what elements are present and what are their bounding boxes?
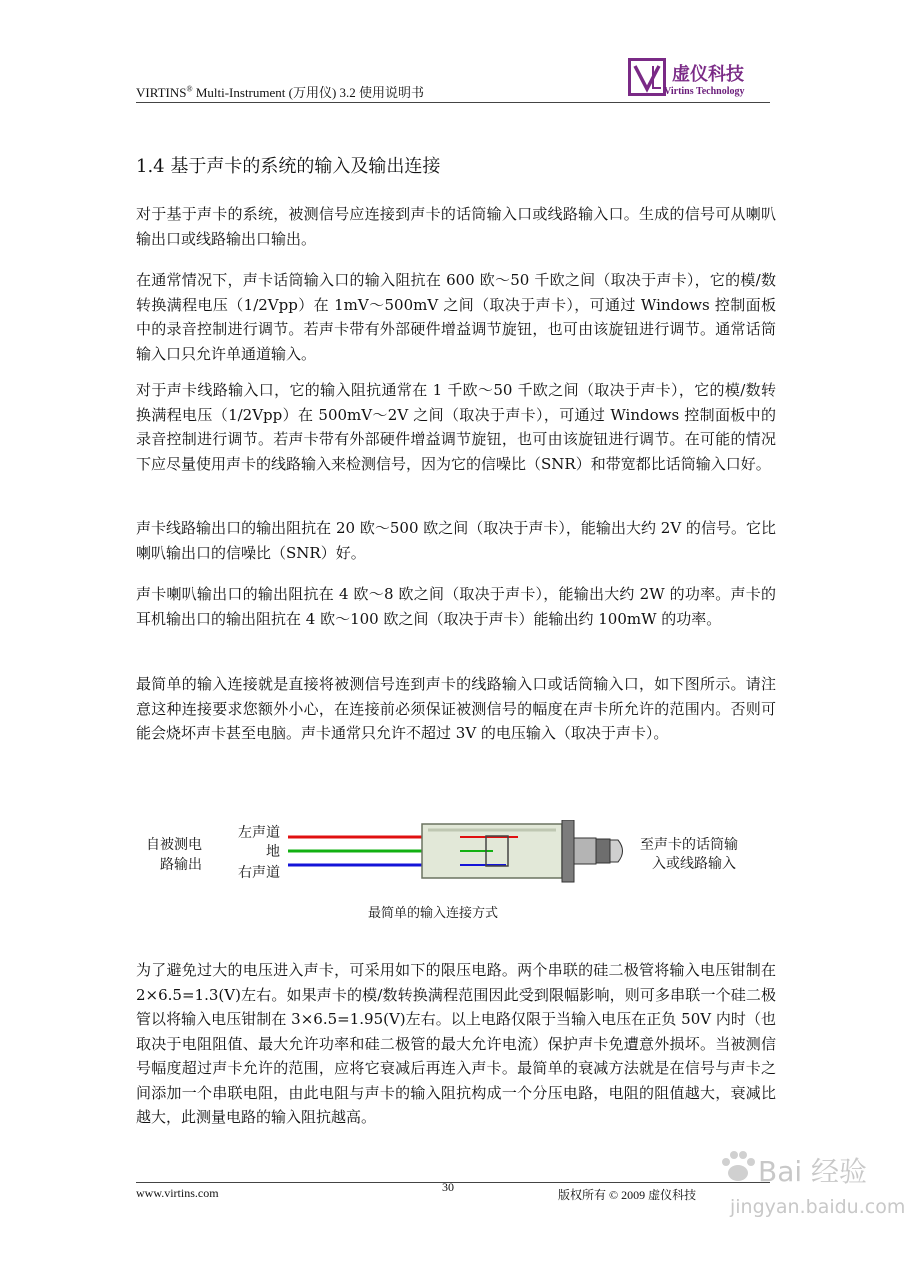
destination-label-line2: 入或线路输入 — [652, 856, 736, 872]
logo-chinese-name: 虚仪科技 — [672, 64, 744, 85]
plug-sleeve — [574, 838, 596, 864]
destination-label-line1: 至声卡的话筒输 — [640, 837, 738, 853]
plug-tip — [610, 840, 623, 862]
paragraph-1: 对于基于声卡的系统，被测信号应连接到声卡的话筒输入口或线路输入口。生成的信号可从喇叭输出口或线路输出口输出。 — [136, 205, 776, 248]
paragraph-4: 声卡线路输出口的输出阻抗在 20 欧～500 欧之间（取决于声卡），能输出大约 2V 的信号。它比喇叭输出口的信噪比（SNR）好。 — [136, 519, 777, 562]
header-rule — [136, 102, 770, 103]
paragraph-2: 在通常情况下，声卡话筒输入口的输入阻抗在 600 欧～50 千欧之间（取决于声卡），它的模/数转换满程电压（1/2Vpp）在 1mV～500mV 之间（取决于声卡），可通过 Windows 控制面板中的录音控制进行调节。若声卡带有外部硬件增益调节旋钮，也可由该旋钮进行调节。通常话筒输入口只允许单通道输入。 — [136, 271, 776, 363]
plug-collar — [562, 820, 574, 882]
connection-figure — [140, 820, 780, 896]
plug-ring — [596, 839, 610, 863]
wire-label-right: 右声道 — [238, 865, 280, 881]
document-title: VIRTINS® Multi-Instrument (万用仪) 3.2 使用说明书 — [136, 84, 425, 100]
virtins-logo-icon — [628, 58, 666, 96]
wire-label-left: 左声道 — [238, 825, 280, 841]
figure-caption: 最简单的输入连接方式 — [368, 906, 499, 921]
wire-label-ground: 地 — [266, 844, 280, 860]
source-label-line2: 路输出 — [160, 857, 202, 873]
paragraph-7: 为了避免过大的电压进入声卡，可采用如下的限压电路。两个串联的硅二极管将输入电压钳制在 2×6.5=1.3(V)左右。如果声卡的模/数转换满程范围因此受到限幅影响，则可多串联一个硅二极管以将输入电压钳制在 3×6.5=1.95(V)左右。以上电路仅限于当输入电压在正负 50V 内时（也取决于电阻阻值、最大允许功率和硅二极管的最大允许电流）保护声卡免遭意外损坏。当被测信号幅度超过声卡允许的范围，应将它衰减后再连入声卡。最简单的衰减方法就是在信号与声卡之间添加一个串联电阻，由此电阻与声卡的输入阻抗构成一个分压电路，电阻的阻值越大，衰减比越大，此测量电路的输入阻抗越高。 — [136, 961, 776, 1126]
paragraph-6: 最简单的输入连接就是直接将被测信号连到声卡的线路输入口或话筒输入口，如下图所示。请注意这种连接要求您额外小心，在连接前必须保证被测信号的幅度在声卡所允许的范围内。否则可能会烧坏声卡甚至电脑。声卡通常只允许不超过 3V 的电压输入（取决于声卡）。 — [136, 675, 776, 742]
source-label-line1: 自被测电 — [146, 837, 202, 853]
page-number: 30 — [442, 1180, 454, 1194]
paragraph-5: 声卡喇叭输出口的输出阻抗在 4 欧～8 欧之间（取决于声卡），能输出大约 2W 的功率。声卡的耳机输出口的输出阻抗在 4 欧～100 欧之间（取决于声卡）能输出约 100mW 的功率。 — [136, 585, 776, 628]
stereo-plug-diagram — [288, 820, 628, 896]
section-heading: 1.4 基于声卡的系统的输入及输出连接 — [136, 156, 441, 177]
watermark-url: jingyan.baidu.com — [730, 1196, 905, 1218]
logo-english-name: Virtins Technology — [664, 86, 745, 97]
footer-website: www.virtins.com — [136, 1186, 219, 1200]
watermark-brand: Bai 经验 — [758, 1155, 868, 1188]
paw-watermark-icon — [718, 1146, 758, 1186]
footer-copyright: 版权所有 © 2009 虚仪科技 — [558, 1188, 697, 1202]
paragraph-3: 对于声卡线路输入口，它的输入阻抗通常在 1 千欧～50 千欧之间（取决于声卡），它的模/数转换满程电压（1/2Vpp）在 500mV～2V 之间（取决于声卡），可通过 Windows 控制面板中的录音控制进行调节。若声卡带有外部硬件增益调节旋钮，也可由该旋钮进行调节。在可能的情况下应尽量使用声卡的线路输入来检测信号，因为它的信噪比（SNR）和带宽都比话筒输入口好。 — [136, 381, 776, 473]
